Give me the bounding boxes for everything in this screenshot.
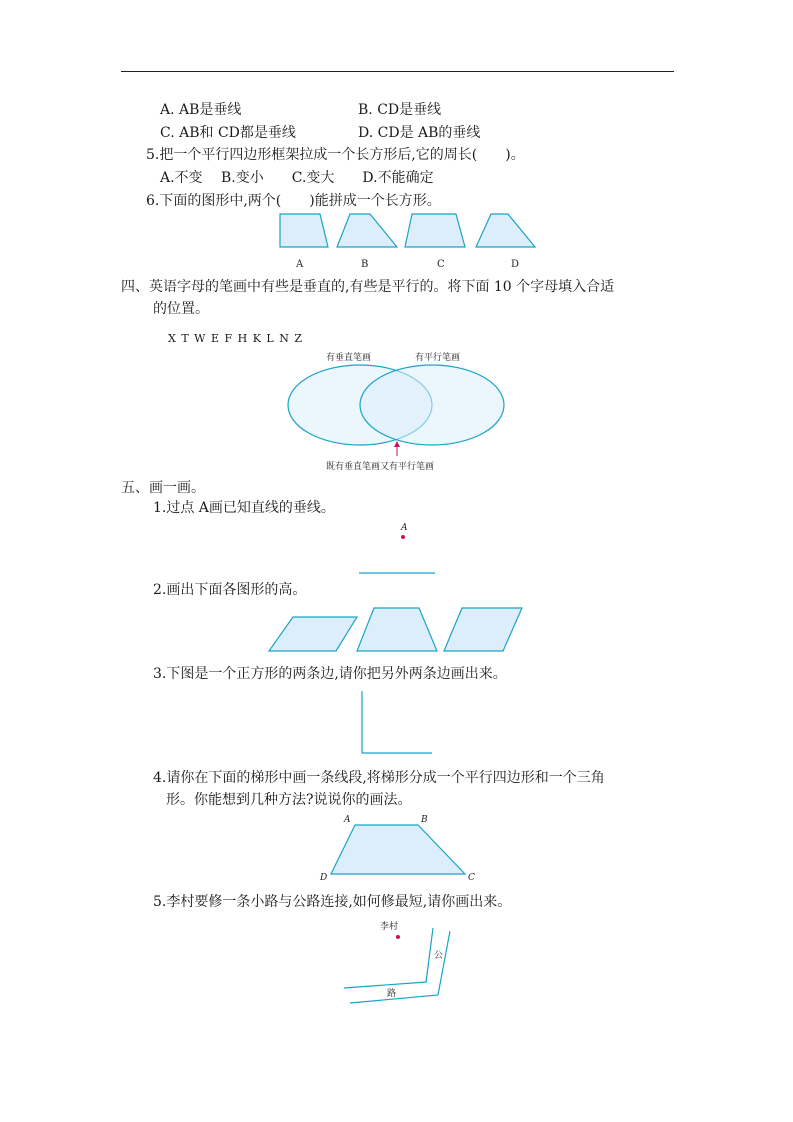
q4-option-d: D. CD是 AB的垂线 bbox=[358, 125, 481, 141]
s5-q5-village-point bbox=[396, 935, 400, 939]
q6-text: 6.下面的图形中,两个( )能拼成一个长方形。 bbox=[146, 193, 441, 209]
q6-shapes bbox=[280, 214, 535, 247]
q5-text: 5.把一个平行四边形框架拉成一个长方形后,它的周长( )。 bbox=[146, 147, 525, 163]
venn-right-label: 有平行笔画 bbox=[415, 353, 461, 363]
s5-q4-vertex-c: C bbox=[468, 873, 475, 883]
s5-q3-square-sides bbox=[362, 691, 432, 753]
s5-q1-point bbox=[401, 535, 405, 539]
q6-shape-d bbox=[476, 214, 535, 247]
q6-label-c: C bbox=[437, 259, 445, 270]
q6-label-a: A bbox=[296, 259, 304, 270]
venn-diagram bbox=[288, 365, 504, 456]
s5-q2-text: 2.画出下面各图形的高。 bbox=[153, 582, 307, 598]
s5-q4-text-line1: 4.请你在下面的梯形中画一条线段,将梯形分成一个平行四边形和一个三角 bbox=[153, 770, 605, 786]
s5-q2-parallelogram-2 bbox=[444, 608, 522, 651]
section4-title-line1: 四、英语字母的笔画中有些是垂直的,有些是平行的。将下面 10 个字母填入合适 bbox=[121, 279, 615, 295]
venn-left-label: 有垂直笔画 bbox=[326, 353, 372, 363]
s5-q4-vertex-d: D bbox=[320, 873, 328, 883]
s5-q5-road-label-1: 公 bbox=[434, 951, 444, 961]
q6-label-d: D bbox=[511, 259, 520, 270]
s5-q4-text-line2: 形。你能想到几种方法?说说你的画法。 bbox=[166, 792, 412, 808]
s5-q2-parallelogram-1 bbox=[269, 617, 357, 651]
s5-q2-shapes bbox=[269, 608, 522, 651]
venn-bottom-label: 既有垂直笔画又有平行笔画 bbox=[326, 462, 435, 472]
q4-option-b: B. CD是垂线 bbox=[358, 102, 442, 118]
q4-option-a: A. AB是垂线 bbox=[160, 102, 242, 118]
s5-q4-trapezoid bbox=[331, 825, 465, 874]
section4-title-line2: 的位置。 bbox=[153, 301, 209, 317]
venn-right-ellipse bbox=[360, 365, 504, 445]
s5-q4-vertex-b: B bbox=[421, 815, 428, 825]
q4-option-c: C. AB和 CD都是垂线 bbox=[160, 125, 296, 141]
q6-shape-b bbox=[337, 214, 397, 247]
s5-q5-road-edge-2 bbox=[350, 931, 450, 1003]
venn-arrow-head bbox=[394, 441, 400, 447]
s5-q5-road-edge-1 bbox=[344, 928, 433, 988]
s5-q3-text: 3.下图是一个正方形的两条边,请你把另外两条边画出来。 bbox=[153, 666, 507, 682]
s5-q2-trapezoid bbox=[357, 608, 437, 651]
q6-shape-a bbox=[280, 214, 328, 247]
letters-list: X T W E F H K L N Z bbox=[168, 332, 303, 345]
q6-shape-c bbox=[405, 214, 465, 247]
s5-q5-text: 5.李村要修一条小路与公路连接,如何修最短,请你画出来。 bbox=[153, 894, 512, 910]
section5-title: 五、画一画。 bbox=[121, 480, 205, 496]
s5-q5-village-label: 李村 bbox=[380, 922, 399, 932]
s5-q1-point-label: A bbox=[401, 523, 408, 533]
s5-q4-vertex-a: A bbox=[344, 815, 351, 825]
s5-q5-road-label-2: 路 bbox=[387, 989, 397, 999]
q6-label-b: B bbox=[361, 259, 369, 270]
s5-q1-text: 1.过点 A画已知直线的垂线。 bbox=[153, 500, 335, 516]
q5-options: A.不变 B.变小 C.变大 D.不能确定 bbox=[160, 170, 434, 186]
